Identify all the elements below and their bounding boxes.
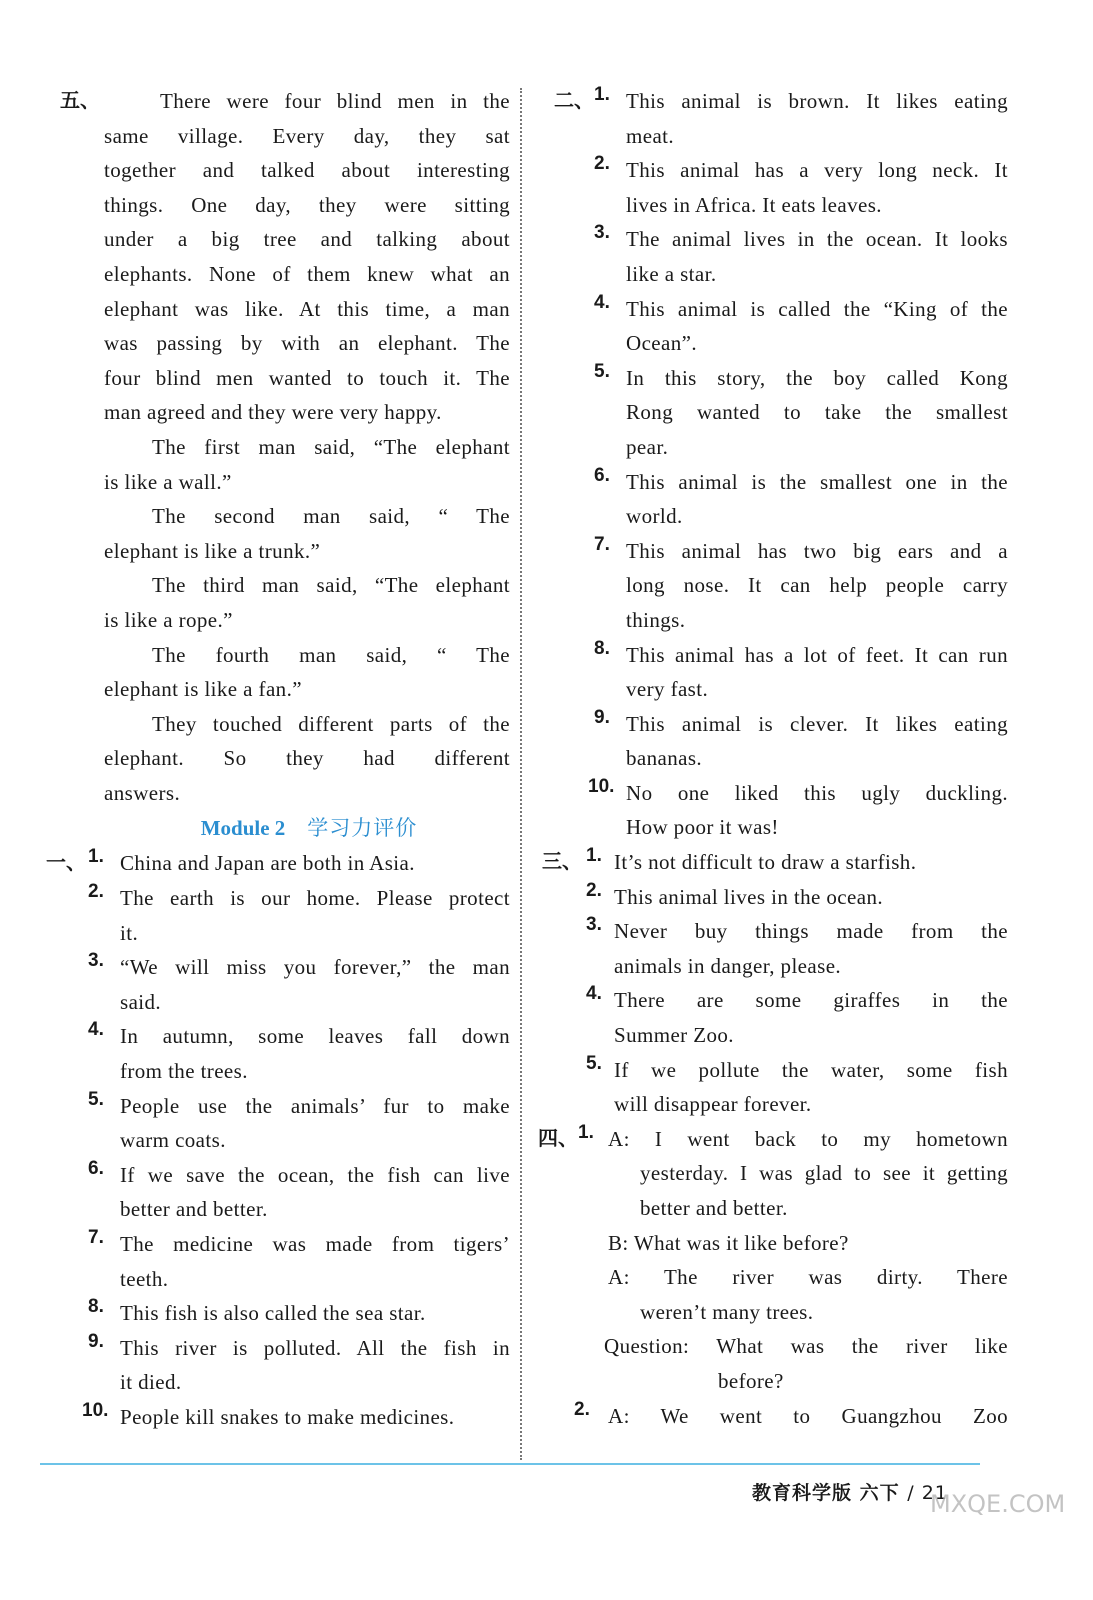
- story-line: things. One day, they were sitting: [104, 192, 510, 217]
- item-number: 8.: [594, 637, 610, 659]
- item-line: This animal is the smallest one in the: [626, 469, 1008, 494]
- column-divider: [520, 88, 522, 1460]
- item-line: If we save the ocean, the fish can live: [120, 1162, 510, 1187]
- item-line: No one liked this ugly duckling.: [626, 780, 1008, 805]
- section-4: [538, 1121, 1008, 1433]
- story-line: The third man said, “The elephant: [152, 573, 510, 598]
- item-line: This animal has a lot of feet. It can run: [626, 642, 1008, 667]
- item-line: In this story, the boy called Kong: [626, 365, 1008, 390]
- item-line: better and better.: [120, 1197, 268, 1222]
- story-line: is like a rope.”: [104, 607, 233, 632]
- answer-item: [88, 950, 510, 1019]
- item-line: This animal is clever. It likes eating: [626, 711, 1008, 736]
- item-number: 2.: [594, 153, 610, 175]
- answer-item: [88, 1227, 510, 1296]
- answer-item: [594, 464, 1008, 534]
- grade: 六下: [859, 1482, 900, 1504]
- item-number: 5.: [586, 1052, 602, 1074]
- answer-item: [594, 153, 1008, 222]
- item-number: 10.: [588, 775, 615, 797]
- answer-item: [586, 845, 1008, 880]
- item-line: world.: [626, 504, 683, 529]
- dialog-line: B: What was it like before?: [608, 1230, 849, 1255]
- item-line: This fish is also called the sea star.: [120, 1301, 426, 1326]
- answer-item: [594, 533, 1008, 638]
- item-line: said.: [120, 989, 162, 1014]
- story-line: elephant is like a fan.”: [104, 677, 302, 702]
- section-marker: 二、: [554, 88, 594, 112]
- item-number: 2.: [574, 1398, 590, 1420]
- section-marker: 四、: [538, 1125, 578, 1150]
- item-line: warm coats.: [120, 1128, 226, 1153]
- item-number: 3.: [594, 222, 610, 244]
- item-line: How poor it was!: [626, 815, 779, 840]
- answer-item: [594, 222, 1008, 291]
- item-line: Summer Zoo.: [614, 1023, 734, 1048]
- dialog-line: A: The river was dirty. There: [608, 1265, 1008, 1290]
- item-number: 1.: [594, 84, 610, 105]
- item-number: 4.: [594, 291, 610, 313]
- dialog-line: weren’t many trees.: [640, 1299, 814, 1324]
- story-line: answers.: [104, 780, 181, 805]
- module-heading: [48, 810, 510, 846]
- item-number: 7.: [594, 533, 610, 555]
- footer: [752, 1478, 948, 1505]
- answer-item: [594, 84, 1008, 153]
- left-column: [48, 84, 510, 1435]
- item-line: People kill snakes to make medicines.: [120, 1404, 455, 1429]
- item-line: This river is polluted. All the fish in: [120, 1335, 510, 1360]
- item-line: This animal has two big ears and a: [626, 538, 1008, 563]
- section-marker: 三、: [542, 849, 582, 874]
- story-line: together and talked about interesting: [104, 158, 510, 183]
- dialog-line: A: I went back to my hometown: [608, 1126, 1008, 1151]
- item-line: meat.: [626, 123, 675, 148]
- item-number: 5.: [594, 360, 610, 382]
- answer-item: [586, 983, 1008, 1052]
- item-line: The animal lives in the ocean. It looks: [626, 227, 1008, 252]
- item-line: pear.: [626, 434, 669, 459]
- item-line: things.: [626, 607, 686, 632]
- section-1: [48, 846, 510, 1434]
- story-line: There were four blind men in the: [160, 89, 510, 113]
- item-line: The earth is our home. Please protect: [120, 886, 510, 911]
- dialog-line: yesterday. I was glad to see it getting: [640, 1161, 1008, 1186]
- module-subtitle: 学习力评价: [307, 816, 418, 841]
- item-line: lives in Africa. It eats leaves.: [626, 192, 882, 217]
- answer-item: [594, 637, 1008, 707]
- story-line: four blind men wanted to touch it. The: [104, 365, 510, 390]
- item-number: 3.: [88, 950, 104, 972]
- section-marker: 一、: [46, 850, 86, 875]
- item-line: In autumn, some leaves fall down: [120, 1024, 510, 1049]
- item-line: The medicine was made from tigers’: [120, 1232, 510, 1256]
- dialog-line: A: We went to Guangzhou Zoo: [608, 1403, 1008, 1428]
- publisher: 教育科学版: [752, 1482, 853, 1504]
- item-line: from the trees.: [120, 1059, 248, 1084]
- dialog-line: Question: What was the river like: [604, 1334, 1008, 1359]
- item-line: People use the animals’ fur to make: [120, 1093, 510, 1118]
- story-line: elephant is like a trunk.”: [104, 538, 321, 563]
- answer-item: [82, 1399, 510, 1435]
- item-line: This animal lives in the ocean.: [614, 884, 883, 909]
- item-line: very fast.: [626, 677, 709, 702]
- answer-item: [586, 1052, 1008, 1122]
- story-line: The second man said, “ The: [152, 504, 510, 529]
- item-line: This animal is brown. It likes eating: [626, 89, 1008, 113]
- item-number: 1.: [586, 845, 602, 867]
- item-line: This animal is called the “King of the: [626, 296, 1008, 321]
- answer-item: [588, 775, 1008, 845]
- story-line: elephants. None of them knew what an: [104, 261, 510, 286]
- section-5: [48, 84, 510, 810]
- page-number: / 21: [907, 1482, 948, 1504]
- item-number: 4.: [88, 1019, 104, 1041]
- item-number: 1.: [88, 846, 104, 868]
- item-number: 6.: [88, 1157, 104, 1179]
- module-title: Module 2: [200, 816, 286, 841]
- item-number: 9.: [594, 706, 610, 728]
- story-line: elephant. So they had different: [104, 746, 510, 771]
- item-line: Rong wanted to take the smallest: [626, 400, 1008, 425]
- item-number: 10.: [82, 1399, 109, 1421]
- item-line: it.: [120, 920, 139, 945]
- answer-item: [594, 360, 1008, 465]
- item-line: It’s not difficult to draw a starfish.: [614, 850, 917, 875]
- answer-item: [88, 1019, 510, 1088]
- answer-item: [586, 914, 1008, 983]
- item-line: like a star.: [626, 261, 717, 286]
- story-line: elephant was like. At this time, a man: [104, 296, 510, 321]
- dialog-line: better and better.: [640, 1196, 788, 1220]
- item-line: teeth.: [120, 1266, 169, 1291]
- section-3: [542, 845, 1008, 1122]
- item-number: 7.: [88, 1227, 104, 1248]
- item-line: There are some giraffes in the: [614, 988, 1008, 1013]
- answer-item: [88, 1088, 510, 1158]
- answer-item: [88, 1330, 510, 1400]
- footer-rule: [40, 1463, 980, 1465]
- item-number: 5.: [88, 1088, 104, 1110]
- dialog-line: before?: [718, 1368, 784, 1393]
- answer-item: [88, 846, 510, 881]
- item-line: China and Japan are both in Asia.: [120, 851, 415, 876]
- item-number: 9.: [88, 1330, 104, 1352]
- item-line: long nose. It can help people carry: [626, 573, 1008, 598]
- item-line: bananas.: [626, 746, 703, 771]
- answer-item: [88, 881, 510, 950]
- answer-item: [586, 879, 1008, 915]
- story-line: was passing by with an elephant. The: [104, 331, 510, 356]
- item-line: animals in danger, please.: [614, 953, 842, 978]
- answer-item: [594, 706, 1008, 776]
- item-line: Ocean”.: [626, 331, 697, 356]
- item-number: 3.: [586, 914, 602, 936]
- item-line: This animal has a very long neck. It: [626, 158, 1008, 183]
- item-number: 2.: [586, 879, 602, 901]
- item-line: will disappear forever.: [614, 1092, 812, 1117]
- story-line: under a big tree and talking about: [104, 227, 510, 252]
- item-number: 2.: [88, 881, 104, 903]
- answer-item: [88, 1296, 510, 1331]
- item-line: “We will miss you forever,” the man: [120, 955, 510, 980]
- item-line: If we pollute the water, some fish: [614, 1057, 1008, 1082]
- story-line: The first man said, “The elephant: [152, 434, 510, 459]
- item-line: Never buy things made from the: [614, 919, 1008, 944]
- watermark-logo: MXQE.COM: [930, 1490, 1066, 1518]
- story-line: They touched different parts of the: [152, 711, 510, 736]
- right-column: [538, 84, 1008, 1433]
- item-number: 8.: [88, 1296, 104, 1318]
- answer-item: [88, 1157, 510, 1227]
- item-number: 1.: [578, 1121, 594, 1143]
- answer-item: [594, 291, 1008, 361]
- story-line: man agreed and they were very happy.: [104, 400, 442, 425]
- section-2: [548, 84, 1008, 845]
- item-number: 4.: [586, 983, 602, 1005]
- item-number: 6.: [594, 464, 610, 486]
- story-line: same village. Every day, they sat: [104, 123, 510, 148]
- story-line: The fourth man said, “ The: [152, 642, 510, 667]
- story-line: is like a wall.”: [104, 469, 232, 494]
- section-marker: 五、: [60, 88, 100, 112]
- item-line: it died.: [120, 1370, 182, 1395]
